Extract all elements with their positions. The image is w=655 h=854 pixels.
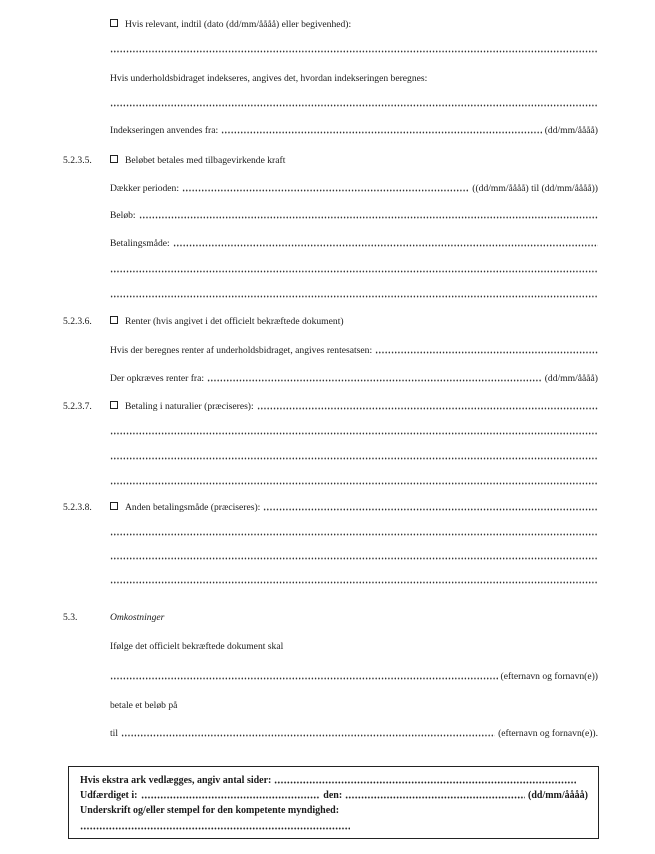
interest-rate-row [110, 343, 598, 357]
other-method-checkbox[interactable] [110, 502, 118, 510]
creditor-name-row [110, 726, 598, 740]
other-method-label: Anden betalingsmåde (præciseres): [125, 502, 261, 513]
in-kind-row [110, 399, 598, 413]
issued-date-field[interactable] [345, 796, 525, 799]
in-kind-field-2[interactable] [110, 424, 598, 438]
indexed-label: Hvis underholdsbidraget indekseres, angives det, hvordan indekseringen beregnes: [110, 73, 428, 84]
retroactive-label: Beløbet betales med tilbagevirkende kraft [125, 155, 286, 166]
section-number-5237: 5.2.3.7. [63, 401, 92, 412]
footer-box [68, 766, 599, 839]
other-method-field[interactable] [263, 508, 598, 511]
other-method-field-4[interactable] [110, 573, 598, 587]
in-kind-field-3[interactable] [110, 449, 598, 463]
amount-label: Beløb: [110, 210, 136, 221]
signature-label-row [80, 803, 588, 817]
interest-from-row [110, 371, 598, 385]
indexed-label-row [110, 71, 598, 85]
interest-from-field[interactable] [207, 379, 542, 382]
payment-method-field[interactable] [173, 244, 598, 247]
period-label: Dækker perioden: [110, 183, 180, 194]
interest-label: Renter (hvis angivet i det officielt bekræftede dokument) [125, 316, 344, 327]
in-kind-checkbox[interactable] [110, 401, 118, 409]
period-row [110, 181, 598, 195]
interest-from-unit: (dd/mm/åååå) [544, 373, 598, 384]
issued-row [80, 788, 588, 802]
other-method-field-3[interactable] [110, 549, 598, 563]
other-method-field-2[interactable] [110, 525, 598, 539]
in-kind-field-4[interactable] [110, 474, 598, 488]
retroactive-checkbox[interactable] [110, 155, 118, 163]
section-number-53: 5.3. [63, 612, 78, 623]
payment-method-field-3[interactable] [110, 287, 598, 301]
creditor-to-label: til [110, 728, 118, 739]
issued-den-label: den: [323, 790, 343, 801]
issued-label: Udfærdiget i: [80, 790, 138, 801]
relevant-until-label: Hvis relevant, indtil (dato (dd/mm/åååå) eller begivenhed): [125, 19, 352, 30]
issued-date-unit: (dd/mm/åååå) [528, 790, 588, 801]
interest-checkbox[interactable] [110, 316, 118, 324]
debtor-name-row [110, 669, 598, 683]
indexed-field[interactable] [110, 96, 598, 110]
issued-place-field[interactable] [141, 796, 321, 799]
creditor-name-unit: (efternavn og fornavn(e)). [498, 728, 598, 739]
costs-intro: Ifølge det officielt bekræftede dokument skal [110, 641, 284, 652]
interest-from-label: Der opkræves renter fra: [110, 373, 205, 384]
amount-field[interactable] [139, 216, 598, 219]
debtor-name-field[interactable] [110, 677, 498, 680]
payment-method-field-2[interactable] [110, 262, 598, 276]
index-from-label: Indekseringen anvendes fra: [110, 125, 219, 136]
in-kind-label: Betaling i naturalier (præciseres): [125, 401, 254, 412]
section-number-5235: 5.2.3.5. [63, 155, 92, 166]
index-from-field[interactable] [221, 131, 542, 134]
other-method-row [110, 500, 598, 514]
interest-rate-field[interactable] [375, 351, 598, 354]
signature-label: Underskrift og/eller stempel for den kompetente myndighed: [80, 805, 340, 816]
payment-method-row [110, 236, 598, 250]
period-unit: ((dd/mm/åååå) til (dd/mm/åååå)) [472, 183, 598, 194]
relevant-until-checkbox[interactable] [110, 19, 118, 27]
signature-field[interactable] [80, 819, 350, 833]
period-field[interactable] [182, 189, 469, 192]
extra-sheets-label: Hvis ekstra ark vedlægges, angiv antal sider: [80, 775, 272, 786]
retroactive-row [110, 153, 598, 167]
amount-row [110, 208, 598, 222]
interest-rate-label: Hvis der beregnes renter af underholdsbidraget, angives rentesatsen: [110, 345, 373, 356]
index-from-unit: (dd/mm/åååå) [544, 125, 598, 136]
in-kind-field[interactable] [257, 407, 598, 410]
section-number-5238: 5.2.3.8. [63, 502, 92, 513]
relevant-until-row [110, 17, 598, 31]
index-from-row [110, 123, 598, 137]
interest-row [110, 314, 598, 328]
extra-sheets-row [80, 773, 588, 787]
costs-intro-row [110, 639, 598, 653]
relevant-until-field[interactable] [110, 42, 598, 56]
section-number-5236: 5.2.3.6. [63, 316, 92, 327]
pay-amount-label: betale et beløb på [110, 700, 178, 711]
payment-method-label: Betalingsmåde: [110, 238, 170, 249]
extra-sheets-field[interactable] [274, 781, 576, 784]
debtor-name-unit: (efternavn og fornavn(e)) [500, 671, 598, 682]
creditor-name-field[interactable] [121, 734, 495, 737]
pay-amount-row [110, 698, 598, 712]
costs-heading-row [110, 610, 598, 624]
costs-heading: Omkostninger [110, 612, 165, 623]
